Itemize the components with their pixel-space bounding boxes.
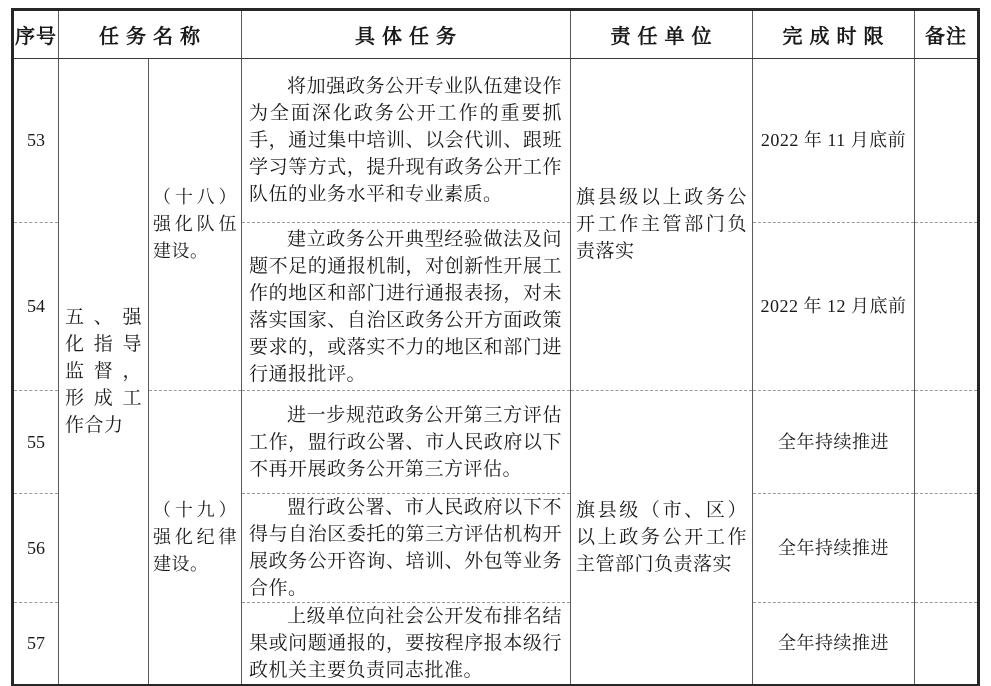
responsible-unit-cell-2: 旗县级（市、区）以上政务公开工作主管部门负责落实	[571, 391, 753, 686]
remark-cell	[915, 603, 979, 686]
remark-cell	[915, 494, 979, 603]
deadline-cell: 全年持续推进	[753, 391, 915, 494]
remark-cell	[915, 223, 979, 391]
specific-task-text: 进一步规范政务公开第三方评估工作，盟行政公署、市人民政府以下不再开展政务公开第三方评估。	[242, 391, 571, 494]
specific-task-text: 建立政务公开典型经验做法及问题不足的通报机制，对创新性开展工作的地区和部门进行通报表扬，对未落实国家、自治区政务公开方面政策要求的，或落实不力的地区和部门进行通报批评。	[242, 223, 571, 391]
remark-cell	[915, 391, 979, 494]
section-label-cell: 五、强化指导监督，形成工作合力	[59, 59, 149, 686]
row-number: 55	[13, 391, 59, 494]
row-number: 53	[13, 59, 59, 223]
row-number: 54	[13, 223, 59, 391]
deadline-cell: 2022 年 12 月底前	[753, 223, 915, 391]
task-group-name-19: （十九）强化纪律建设。	[149, 391, 242, 686]
task-table	[11, 8, 980, 686]
remark-cell	[915, 59, 979, 223]
deadline-cell: 2022 年 11 月底前	[753, 59, 915, 223]
row-number: 56	[13, 494, 59, 603]
table-row-55	[13, 391, 979, 494]
row-number: 57	[13, 603, 59, 686]
header-cell-no: 序号	[13, 10, 59, 59]
deadline-cell: 全年持续推进	[753, 603, 915, 686]
deadline-cell: 全年持续推进	[753, 494, 915, 603]
header-cell-remark: 备注	[915, 10, 979, 59]
header-cell-responsible-unit: 责 任 单 位	[571, 10, 753, 59]
header-row	[13, 10, 979, 59]
specific-task-text: 盟行政公署、市人民政府以下不得与自治区委托的第三方评估机构开展政务公开咨询、培训、外包等业务合作。	[242, 494, 571, 603]
table-row-53	[13, 59, 979, 223]
responsible-unit-cell-1: 旗县级以上政务公开工作主管部门负责落实	[571, 59, 753, 391]
header-cell-deadline: 完 成 时 限	[753, 10, 915, 59]
header-cell-task-name: 任 务 名 称	[59, 10, 242, 59]
specific-task-text: 将加强政务公开专业队伍建设作为全面深化政务公开工作的重要抓手，通过集中培训、以会代训、跟班学习等方式，提升现有政务公开工作队伍的业务水平和专业素质。	[242, 59, 571, 223]
specific-task-text: 上级单位向社会公开发布排名结果或问题通报的，要按程序报本级行政机关主要负责同志批准。	[242, 603, 571, 686]
task-group-name-18: （十八）强化队伍建设。	[149, 59, 242, 391]
header-cell-specific-task: 具 体 任 务	[242, 10, 571, 59]
